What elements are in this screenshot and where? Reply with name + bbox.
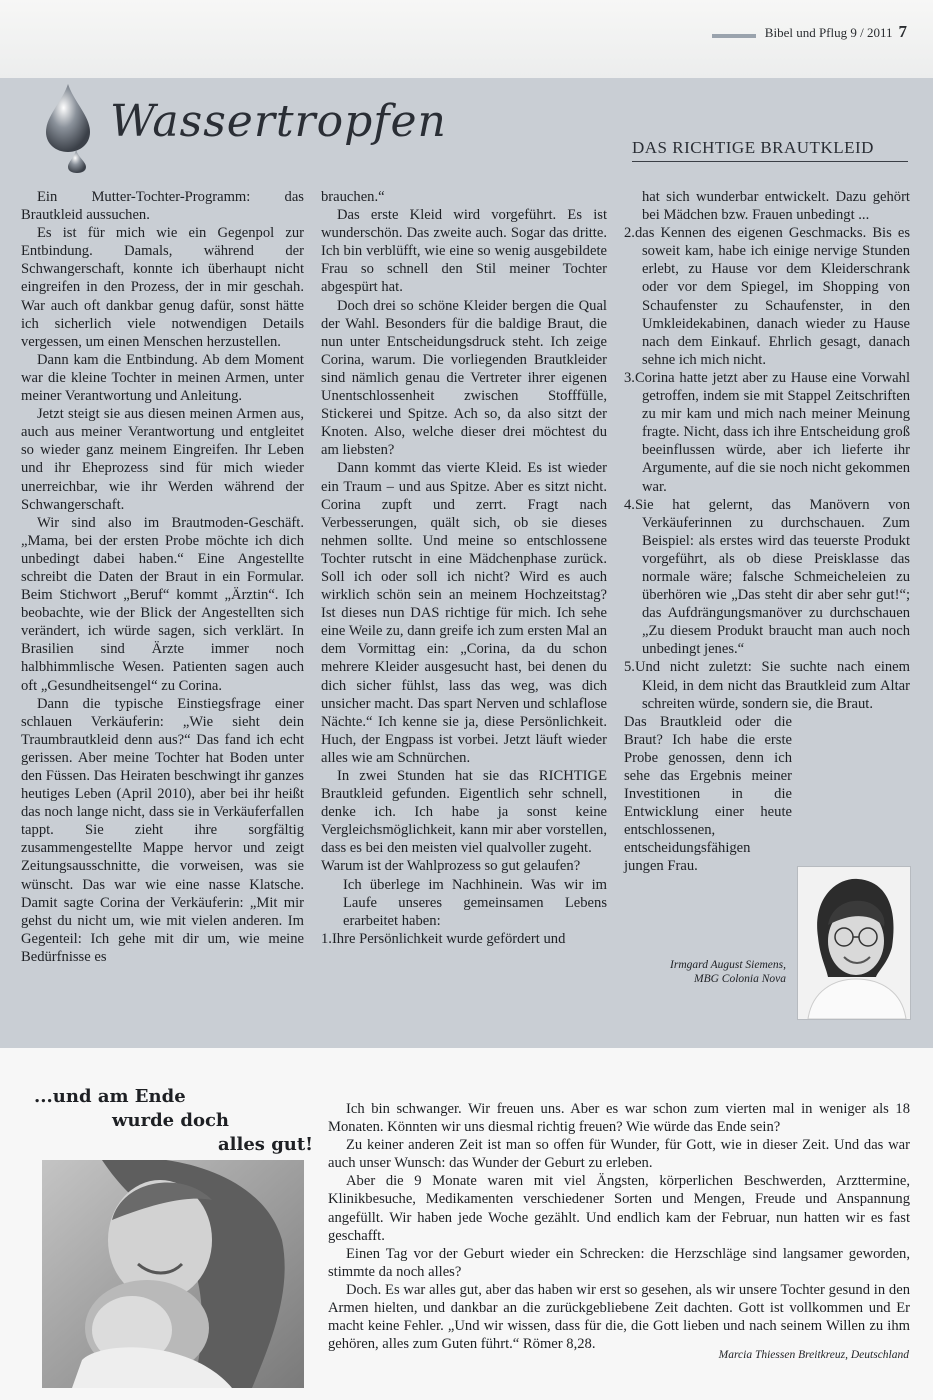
running-head [765, 22, 907, 42]
title-line: alles gut! [218, 1134, 314, 1155]
title-line: ...und am Ende [34, 1086, 186, 1107]
paragraph: Aber die 9 Monate waren mit viel Ängsten, körperlichen Beschwerden, Arzttermine, Klinikbesuche, Medikamenten verschiedener Sorten und Mengen, Freude und Anspannung angefüllt. Wir haben jede Woche gezählt. Und endlich kam der Februar, nun hatten wir es fast geschafft. [328, 1173, 910, 1244]
paragraph: Dann kommt das vierte Kleid. Es ist wieder ein Traum – und aus Spitze. Aber es sitzt nicht. Corina zupft und zerrt. Fragt nach Verbesserungen, quält sich, ob sie dieses nehmen sollte. Und meine so entschlossene Tochter rutscht in eine Mädchenphase zurück. Soll ich oder soll ich nicht? Wird es auch wirklich schön sein an meinem Hochzeitstag? Ist dieses nun DAS richtige für mich. Ich sehe eine Weile zu, dann greife ich zum ersten Mal an dem Vormittag ein: „Corina, da du schon mehrere Kleider ausgesucht hast, bei denen du dich sicher fühlst, lass das weg, was dich unsicher macht. Das spart Nerven und schlaflose Nächte.“ Ich kenne sie ja, diese Persönlichkeit. Huch, der Engpass ist vorbei. Jetzt läuft wieder alles wie am Schnürchen. [321, 460, 607, 766]
paragraph: Doch drei so schöne Kleider bergen die Qual der Wahl. Besonders für die baldige Braut, die nun unter Entscheidungsdruck steht. Ich zeige Corina, warum. Die vorliegenden Brautkleider sind nämlich genau die Vertreter ihrer eigenen Unentschlossenheit zwischen Stofffülle, Stickerei und Spitze. Ach so, da also sitzt der Knoten. Also, welche dieser drei möchtest du am liebsten? [321, 297, 607, 459]
answer-intro: Ich überlege im Nachhinein. Was wir im Laufe unseres gemeinsamen Lebens erarbeitet haben: [343, 876, 607, 929]
author-organization: MBG Colonia Nova [694, 973, 786, 985]
paragraph: brauchen.“ [321, 189, 385, 205]
paragraph: Zu keiner anderen Zeit ist man so offen für Wunder, für Gott, wie in dieser Zeit. Und das war auch unser Wunsch: das Wunder der Geburt zu erleben. [328, 1137, 910, 1172]
article-column-1 [21, 188, 304, 966]
list-item: 5.Und nicht zuletzt: Sie suchte nach einem Kleid, in dem nicht das Brautkleid zum Altar schreiten würde, sondern sie, die Braut. [624, 659, 910, 712]
paragraph: Ich bin schwanger. Wir freuen uns. Aber es war schon zum vierten mal in weniger als 18 Monaten. Könnten wir uns diesmal richtig freuen? Wie würde das Ende sein? [328, 1101, 910, 1136]
portrait-illustration [798, 867, 910, 1019]
list-item-continuation: hat sich wunderbar entwickelt. Dazu gehört bei Mädchen bzw. Frauen unbedingt ... [642, 189, 910, 224]
paragraph: Jetzt steigt sie aus diesen meinen Armen aus, auch aus meiner Verantwortung und entgleitet so wieder ganz meinem Eingreifen. Ihr Leben und ihr Eheprozess sind für mich wieder unerreichbar, wie ihr Werden während der Schwangerschaft. [21, 406, 304, 513]
page-header [0, 0, 933, 78]
page-number: 7 [898, 22, 907, 41]
paragraph: Dann kam die Entbindung. Ab dem Moment war die kleine Tochter in meinen Armen, unter meiner Verantwortung und Anleitung. [21, 351, 304, 405]
list-item: 2.das Kennen des eigenen Geschmacks. Bis es soweit kam, habe ich einige nervige Stunden erlebt, zu Hause vor dem Kleiderschrank oder vor dem Spiegel, im Shopping von Schaufenster zu Schaufenster, in den Umkleidekabinen, danach wieder zu Hause nach dem Einkauf. Ehrlich gesagt, danach sehne ich mich nicht. [624, 225, 910, 368]
article-column-2 [321, 188, 607, 948]
paragraph: In zwei Stunden hat sie das RICHTIGE Brautkleid gefunden. Eigentlich sehr schnell, denke ich. Ich habe ja sonst keine Vergleichsmöglichkeit, kann mir aber vorstellen, dass es bei den meisten viel qualvoller zugeht. [321, 768, 607, 857]
paragraph: Wir sind also im Brautmoden-Geschäft. „Mama, bei der ersten Probe möchte ich dich unbedingt dabei haben.“ Eine Angestellte schreibt die Daten der Braut in ein Formular. Beim Stichwort „Beruf“ kommt „Ärztin“. Ich beobachte, wie der Blick der Angestellten sich verändert, ich würde sagen, sich verklärt. In Brasilien sind Ärzte immer noch halbhimmlische Wesen. Patienten sagen auch oft „Gesundheitsengel“ zu Corina. [21, 514, 304, 694]
closing-paragraph: Das Brautkleid oder die Braut? Ich habe die erste Probe genossen, denn ich sehe das Ergebnis meiner Investitionen in die Entwicklung einer heute entschlossenen, entscheidungsfähigen jungen Frau. [624, 713, 792, 875]
paragraph: Das erste Kleid wird vorgeführt. Es ist wunderschön. Das zweite auch. Sogar das dritte. Ich bin verblüfft, wie eine so wenig ausgebildete Frau so schnell den Stil meiner Tochter abgespürt hat. [321, 207, 607, 296]
second-article-body [328, 1100, 910, 1353]
journal-issue: Bibel und Pflug 9 / 2011 [764, 25, 893, 40]
title-line: wurde doch [112, 1110, 230, 1131]
list-item: 4.Sie hat gelernt, das Manövern von Verkäuferinnen zu durchschauen. Zum Beispiel: als erstes wird das teuerste Produkt vorgeführt, als ob diese Preisklasse das normale wäre; falsche Schmeicheleien zu überhören wie „Das steht dir aber sehr gut!“; das Aufdrängungsmanöver zu durchschauen „Zu diesem Produkt braucht man auch noch unbedingt jenes.“ [624, 496, 910, 658]
paragraph: Es ist für mich wie ein Gegenpol zur Entbindung. Damals, während der Schwangerschaft, konnte ich überhaupt nicht eingreifen in den Prozess, der in mir geschah. War auch oft dankbar genug dafür, sonst hätte ich sicherlich viele notwendigen Details vergessen, um einen Menschen herzustellen. [21, 225, 304, 350]
column-title: Wassertropfen [110, 96, 447, 147]
paragraph: Dann die typische Einstiegsfrage einer schlauen Verkäuferin: „Wie sieht dein Traumbrautkleid denn aus?“ Das fand ich echt gerissen. Aber meine Tochter hat Boden unter den Füssen. Das Heiraten beschwingt ihr ganzes heutiges Leben (April 2010), aber bei ihr heißt das noch lange nicht, dass sie in Verkäuferfallen tappt. Sie zieht ihre sorgfältig zusammengestellte Mappe hervor und zeigt Zeitungsausschnitte, die vorweisen, was sie wünscht. Das war wie eine nasse Klatsche. Damit sagte Corina der Verkäuferin: „Mit mir gehst du nicht um, wie mit vielen anderen. Im Gegenteil: Ich gehe mit dir um, wie meine Bedürfnisse es [21, 695, 304, 965]
paragraph: Ein Mutter-Tochter-Programm: das Brautkleid aussuchen. [21, 189, 304, 224]
question-line: Warum ist der Wahlprozess so gut gelaufen? [321, 858, 581, 875]
section-heading: DAS RICHTIGE BRAUTKLEID [632, 138, 908, 162]
second-article-title [20, 1085, 314, 1157]
list-item: 3.Corina hatte jetzt aber zu Hause eine Vorwahl getroffen, indem sie mit Stappel Zeitschriften zu mir kam und mich nach meiner Meinung fragte. Nicht, dass ich ihre Entscheidung groß beeinflussen würde, aber ich lieferte ihr Argumente, auf die sie noch nicht gekommen war. [624, 369, 910, 495]
author-caption [626, 958, 786, 986]
mother-baby-photo [42, 1160, 304, 1388]
author-name: Irmgard August Siemens, [670, 959, 786, 971]
list-item: 1.Ihre Persönlichkeit wurde gefördert und [321, 930, 566, 947]
paragraph: Doch. Es war alles gut, aber das haben wir erst so gesehen, als wir unsere Tochter gesund in den Armen hielten, und dankbar an die zurückgebliebene Zeit dachten. Gott ist vollkommen und Er macht keine Fehler. „Und wir wissen, dass für die, die Gott lieben und nach seinem Willen zu ihm gehören, alles zum Guten führt.“ Römer 8,28. [328, 1281, 910, 1353]
water-drops-icon [40, 82, 110, 174]
header-rule [712, 34, 756, 38]
article-column-3 [624, 188, 910, 876]
paragraph: Einen Tag vor der Geburt wieder ein Schrecken: die Herzschläge sind langsamer geworden, stimmte da noch alles? [328, 1245, 910, 1280]
second-article-author: Marcia Thiessen Breitkreuz, Deutschland [718, 1349, 909, 1361]
mother-baby-illustration [42, 1160, 304, 1388]
author-portrait-photo [797, 866, 911, 1020]
